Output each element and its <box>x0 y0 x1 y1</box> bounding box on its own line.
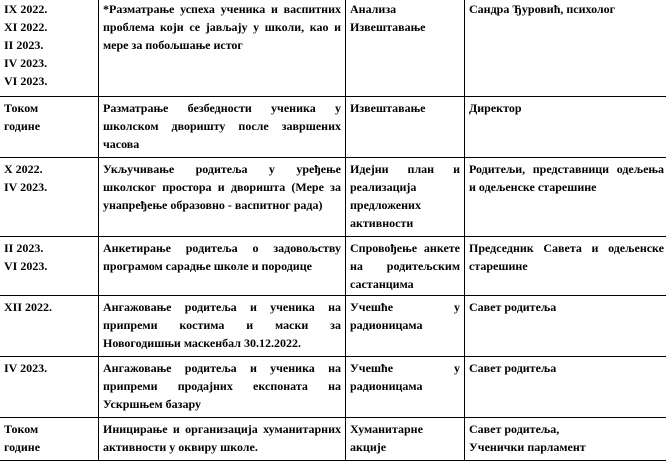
period-cell: II 2023. VI 2023. <box>0 237 99 296</box>
responsible-cell: Председник Савета и одељенске старешине <box>465 237 666 296</box>
activity-cell: Разматрање безбедности ученика у школском дворишту после завршених часова <box>99 97 346 158</box>
method-cell: Хуманитарне акције <box>346 418 465 461</box>
activity-cell: *Разматрање успеха ученика и васпитних проблема који се јављају у школи, као и мере за побољшање истог <box>99 0 346 97</box>
method-cell: Спровођење анкете на родитељским састанцима <box>346 237 465 296</box>
method-cell: Идејни план и реализација предложених активности <box>346 158 465 237</box>
responsible-cell: Директор <box>465 97 666 158</box>
period-cell: Током године <box>0 418 99 461</box>
table-row <box>0 158 666 237</box>
table-row <box>0 0 666 97</box>
activity-cell: Укључивање родитеља у уређење школског простора и дворишта (Мере за унапређење образовно - васпитног рада) <box>99 158 346 237</box>
responsible-cell: Родитељи, представници одељења и одељенске старешине <box>465 158 666 237</box>
responsible-cell: Савет родитеља <box>465 357 666 418</box>
responsible-cell: Сандра Ђуровић, психолог <box>465 0 666 97</box>
method-cell: Извештавање <box>346 97 465 158</box>
period-cell: IX 2022. XI 2022. II 2023. IV 2023. VI 2023. <box>0 0 99 97</box>
period-cell: IV 2023. <box>0 357 99 418</box>
table-row <box>0 357 666 418</box>
table-row <box>0 97 666 158</box>
method-cell: Анализа Извештавање <box>346 0 465 97</box>
period-cell: X 2022. IV 2023. <box>0 158 99 237</box>
method-cell: Учешће у радионицама <box>346 296 465 357</box>
method-cell: Учешће у радионицама <box>346 357 465 418</box>
activity-cell: Ангажовање родитеља и ученика на припреми костима и маски за Новогодишњи маскенбал 30.12.2022. <box>99 296 346 357</box>
activity-cell: Анкетирање родитеља о задовољству програмом сарадње школе и породице <box>99 237 346 296</box>
period-cell: XII 2022. <box>0 296 99 357</box>
activity-cell: Иницирање и организација хуманитарних активности у оквиру школе. <box>99 418 346 461</box>
activity-cell: Ангажовање родитеља и ученика на припреми продајних експоната на Ускршњем базару <box>99 357 346 418</box>
responsible-cell: Савет родитеља, Ученички парламент <box>465 418 666 461</box>
table-row <box>0 418 666 461</box>
period-cell: Током године <box>0 97 99 158</box>
table-row <box>0 296 666 357</box>
responsible-cell: Савет родитеља <box>465 296 666 357</box>
table-row <box>0 237 666 296</box>
